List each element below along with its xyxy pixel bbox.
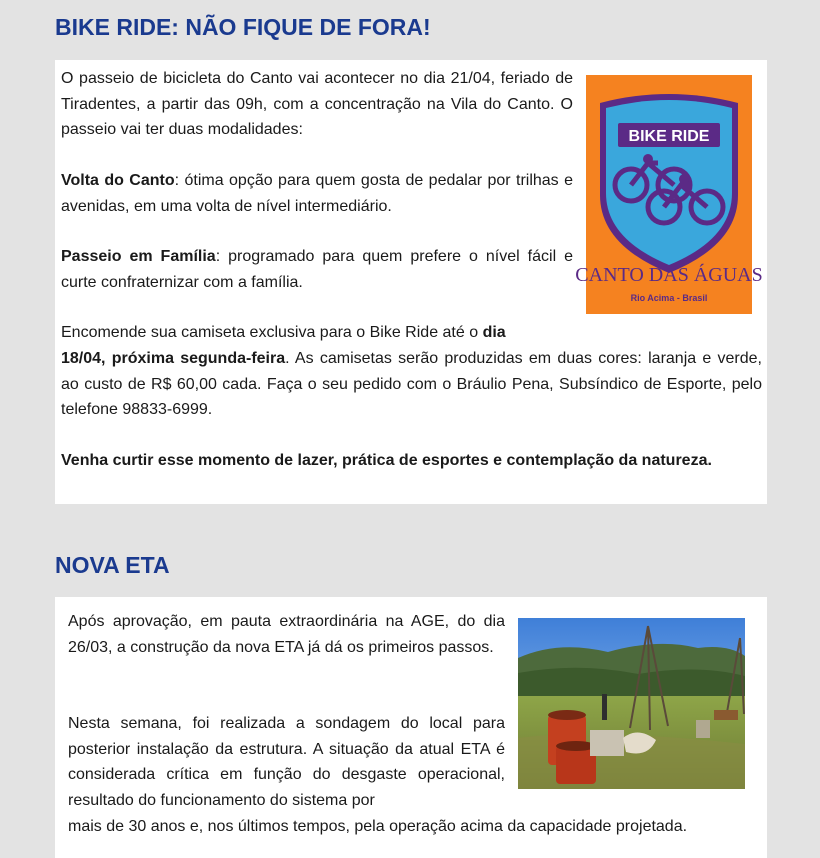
section-title-nova-eta: NOVA ETA — [55, 552, 170, 578]
order-date-b: 18/04, próxima segunda-feira — [61, 350, 286, 367]
article-card-bike-ride — [55, 60, 767, 504]
closing-text: Venha curtir esse momento de lazer, prática de esportes e contemplação da natureza. — [61, 452, 712, 469]
logo-sub-text: Rio Acima - Brasil — [630, 293, 708, 303]
mode-familia-desc: : programado para quem prefere o nível fácil e curte confraternizar com a família. — [61, 248, 573, 291]
order-paragraph-rest — [61, 346, 762, 423]
mode-familia-paragraph — [61, 244, 573, 295]
mode-familia-name: Passeio em Família — [61, 248, 216, 265]
eta-paragraph-2: Nesta semana, foi realizada a sondagem do local para posterior instalação da estrutura. A situação da atual ETA é considerada crítica em função do desgaste operacional, resultado do funcionamento do sistema por — [68, 715, 505, 809]
order-text-pre: Encomende sua camiseta exclusiva para o Bike Ride até o — [61, 324, 483, 341]
intro-paragraph: O passeio de bicicleta do Canto vai acontecer no dia 21/04, feriado de Tiradentes, a partir das 09h, com a concentração na Vila do Canto. O passeio vai ter duas modalidades: — [61, 70, 573, 138]
logo-banner-text: BIKE RIDE — [628, 128, 710, 145]
order-date-a: dia — [482, 324, 506, 341]
eta-site-photo — [518, 618, 745, 789]
logo-brand-text: CANTO DAS ÁGUAS — [575, 264, 763, 286]
order-text-post: . As camisetas serão produzidas em duas cores: laranja e verde, ao custo de R$ 60,00 cada. Faça o seu pedido com o Bráulio Pena, Subsíndico de Esporte, pelo telefone 98833-6999. — [61, 350, 762, 418]
mode-volta-name: Volta do Canto — [61, 172, 175, 189]
bike-ride-logo-art — [575, 75, 763, 314]
section-title-bike-ride: BIKE RIDE: NÃO FIQUE DE FORA! — [55, 14, 431, 40]
eta-site-photo-art — [518, 618, 745, 789]
eta-paragraph-2-end: mais de 30 anos e, nos últimos tempos, pela operação acima da capacidade projetada. — [68, 818, 688, 835]
order-paragraph-line1 — [61, 320, 573, 346]
bike-ride-logo — [575, 75, 763, 314]
mode-volta-paragraph — [61, 168, 573, 219]
closing-paragraph — [61, 448, 762, 474]
article-card-nova-eta — [55, 597, 767, 858]
eta-paragraph-1: Após aprovação, em pauta extraordinária na AGE, do dia 26/03, a construção da nova ETA já dá os primeiros passos. — [68, 613, 505, 656]
mode-volta-desc: : ótima opção para quem gosta de pedalar por trilhas e avenidas, em uma volta de nível intermediário. — [61, 172, 573, 215]
